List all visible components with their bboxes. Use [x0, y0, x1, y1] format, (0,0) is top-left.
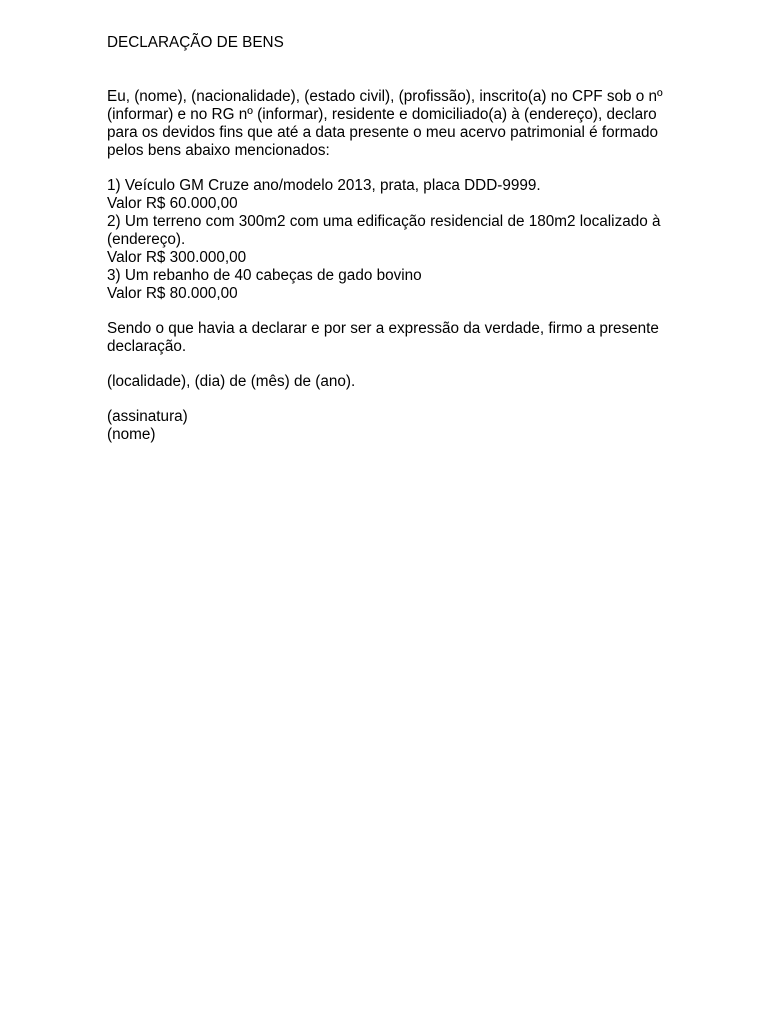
document-title: DECLARAÇÃO DE BENS: [107, 34, 284, 51]
asset-item-1-value: Valor R$ 60.000,00: [107, 195, 238, 212]
place-date-line: (localidade), (dia) de (mês) de (ano).: [107, 373, 356, 390]
intro-paragraph: Eu, (nome), (nacionalidade), (estado civil), (profissão), inscrito(a) no CPF sob o nº (informar) e no RG nº (informar), residente e domiciliado(a) à (endereço), declaro para os devidos fins que até a data presente o meu acervo patrimonial é formado pelos bens abaixo mencionados:: [107, 88, 663, 159]
asset-item-1-description: 1) Veículo GM Cruze ano/modelo 2013, prata, placa DDD-9999.: [107, 177, 541, 194]
closing-paragraph: Sendo o que havia a declarar e por ser a expressão da verdade, firmo a presente declaração.: [107, 320, 659, 355]
document-body: [107, 34, 667, 444]
asset-item-2-description: 2) Um terreno com 300m2 com uma edificação residencial de 180m2 localizado à (endereço).: [107, 213, 661, 248]
asset-item-3-description: 3) Um rebanho de 40 cabeças de gado bovino: [107, 267, 422, 284]
assets-list: [107, 177, 667, 303]
signature-line: (assinatura): [107, 408, 188, 425]
asset-item-3-value: Valor R$ 80.000,00: [107, 285, 238, 302]
asset-item-2-value: Valor R$ 300.000,00: [107, 249, 247, 266]
name-line: (nome): [107, 426, 156, 443]
